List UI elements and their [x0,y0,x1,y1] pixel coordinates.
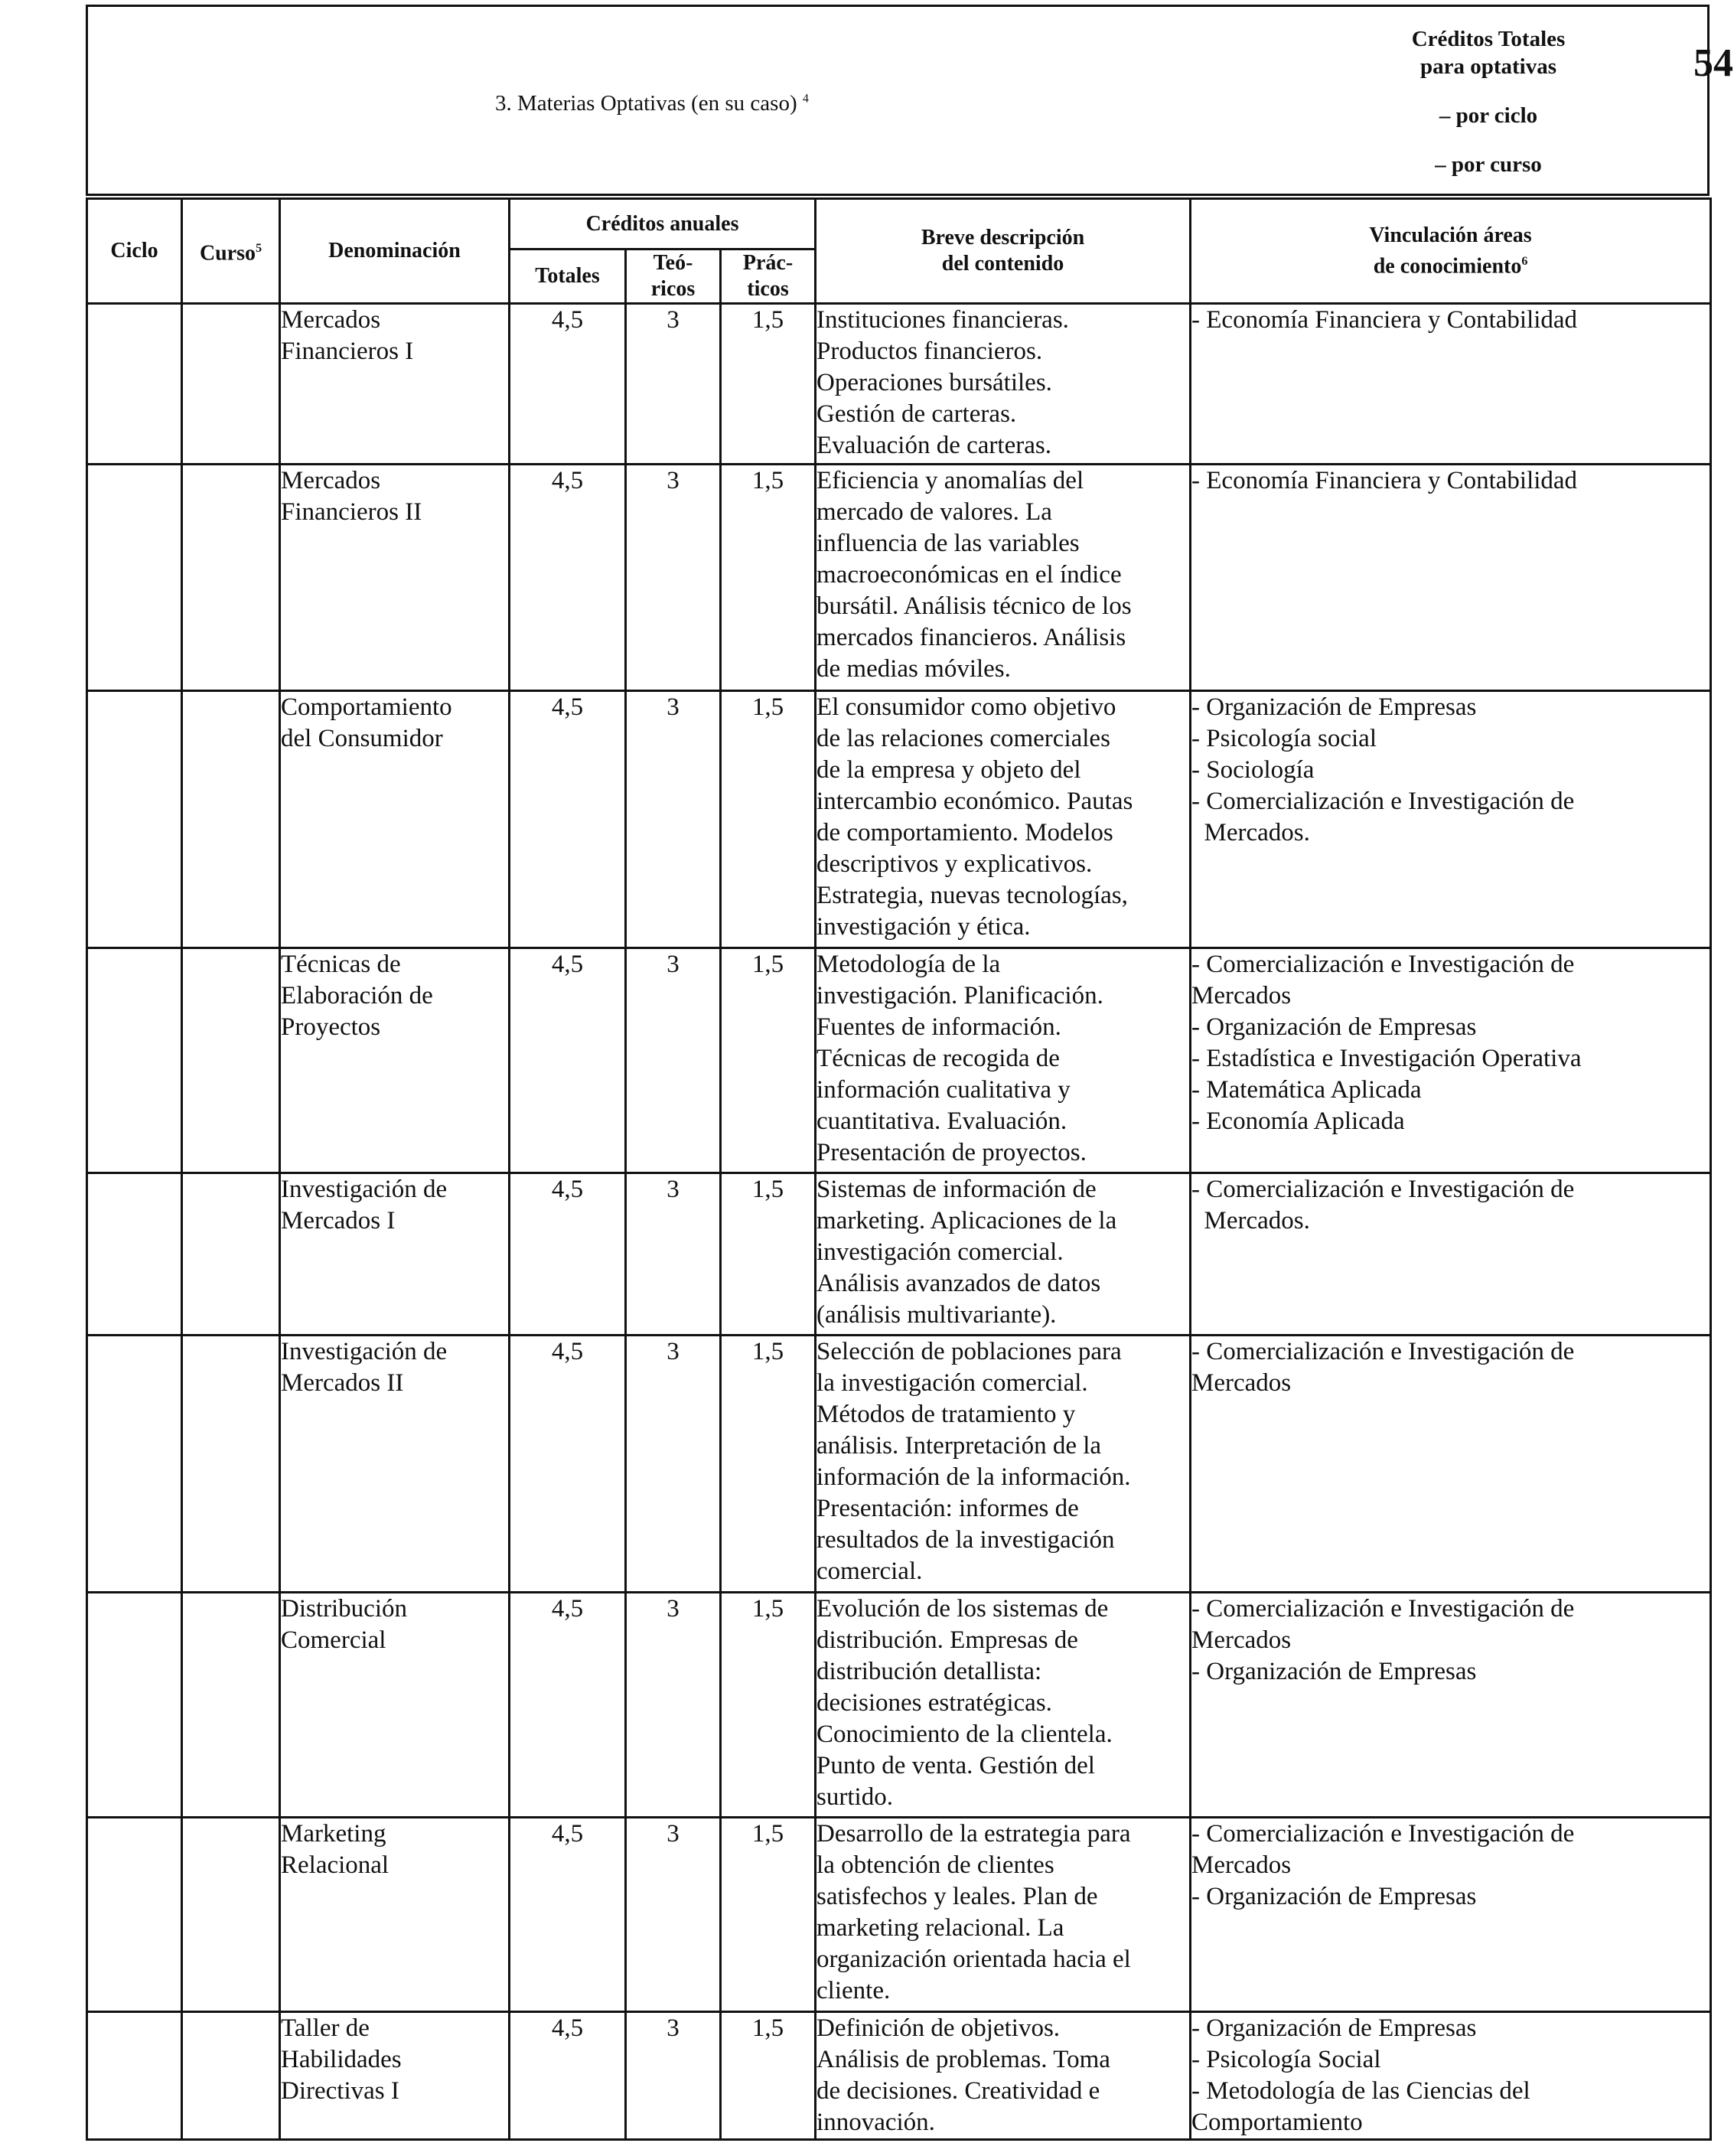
description-line: investigación. Planificación. [816,982,1103,1010]
knowledge-area-line: - Psicología Social [1191,2046,1381,2073]
description-line: Sistemas de información de [816,1176,1097,1203]
header-totales: Totales [510,250,626,304]
table-row [87,691,1711,948]
cell-totales: 4,5 [510,948,626,1173]
cell-denominacion [280,1818,510,2012]
table-row [87,465,1711,691]
description-line: la investigación comercial. [816,1369,1088,1397]
description-line: organización orientada hacia el [816,1946,1131,1973]
cell-teoricos: 3 [626,2012,721,2140]
credit-label-line1: Créditos Totales [1411,27,1566,51]
subject-name-line: Investigación de [281,1338,448,1365]
knowledge-area-line: - Organización de Empresas [1191,1013,1477,1041]
subject-name-line: Investigación de [281,1176,448,1203]
section-title: 3. Materias Optativas (en su caso) $^4$ [495,91,809,116]
description-line: de las relaciones comerciales [816,725,1110,752]
cell-descripcion [816,1818,1191,2012]
description-line: satisfechos y leales. Plan de [816,1883,1098,1910]
footnote-ref: 4 [802,92,809,106]
subjects-table [86,197,1712,2141]
knowledge-area-line: - Economía Aplicada [1191,1107,1405,1135]
knowledge-area-line: - Estadística e Investigación Operativa [1191,1045,1582,1072]
cell-totales: 4,5 [510,1173,626,1336]
description-line: análisis. Interpretación de la [816,1432,1102,1460]
knowledge-area-line: Comportamiento [1191,2109,1363,2136]
knowledge-area-line: Mercados [1191,1369,1292,1397]
knowledge-area-line: - Economía Financiera y Contabilidad [1191,467,1578,494]
description-line: Conocimiento de la clientela. [816,1721,1113,1748]
cell-vinculacion [1191,304,1711,465]
knowledge-area-line: - Organización de Empresas [1191,1883,1477,1910]
cell-denominacion [280,465,510,691]
description-line: de decisiones. Creatividad e [816,2077,1100,2105]
table-row [87,1818,1711,2012]
cell-teoricos: 3 [626,1336,721,1593]
knowledge-area-line: - Comercialización e Investigación de [1191,788,1575,815]
header-practicos: Prác- ticos [721,250,816,304]
cell-denominacion [280,1593,510,1818]
cell-descripcion [816,1173,1191,1336]
cell-descripcion [816,1593,1191,1818]
cell-teoricos: 3 [626,1173,721,1336]
cell-vinculacion [1191,948,1711,1173]
cell-ciclo [87,948,182,1173]
description-line: innovación. [816,2109,935,2136]
table-row [87,2012,1711,2140]
description-line: cuantitativa. Evaluación. [816,1107,1067,1135]
cell-practicos: 1,5 [721,1336,816,1593]
description-line: Fuentes de información. [816,1013,1061,1041]
cell-denominacion [280,1173,510,1336]
knowledge-area-line: - Organización de Empresas [1191,693,1477,721]
header-teoricos: Teó- ricos [626,250,721,304]
subject-name-line: Mercados [281,306,381,334]
knowledge-area-line: - Sociología [1191,756,1315,784]
description-line: Gestión de carteras. [816,400,1017,428]
description-line: Instituciones financieras. [816,306,1069,334]
description-line: macroeconómicas en el índice [816,561,1122,589]
cell-curso [182,1173,280,1336]
description-line: comercial. [816,1557,923,1585]
cell-ciclo [87,465,182,691]
description-line: Desarrollo de la estrategia para [816,1820,1131,1848]
cell-totales: 4,5 [510,1593,626,1818]
cell-vinculacion [1191,1173,1711,1336]
knowledge-area-line: - Comercialización e Investigación de [1191,1176,1575,1203]
cell-vinculacion [1191,1336,1711,1593]
table-row [87,1593,1711,1818]
cell-ciclo [87,1818,182,2012]
subject-name-line: Financieros II [281,498,422,526]
cell-practicos: 1,5 [721,1593,816,1818]
header-vinculacion: Vinculación áreas de conocimiento$^6$ [1191,199,1711,304]
header-denominacion: Denominación [280,199,510,304]
description-line: mercado de valores. La [816,498,1052,526]
cell-ciclo [87,1593,182,1818]
description-line: de medias móviles. [816,655,1011,683]
cell-ciclo [87,1173,182,1336]
header-box [86,5,1733,196]
subject-name-line: Marketing [281,1820,386,1848]
subject-name-line: Directivas I [281,2077,399,2105]
cell-totales: 4,5 [510,691,626,948]
header-creditos-anuales: Créditos anuales [510,199,816,250]
cell-curso [182,465,280,691]
knowledge-area-line: - Organización de Empresas [1191,2014,1477,2042]
credit-total-value: 54 [1693,41,1733,85]
knowledge-area-line: Mercados. [1191,1207,1310,1235]
cell-vinculacion [1191,465,1711,691]
cell-practicos: 1,5 [721,2012,816,2140]
cell-vinculacion [1191,1818,1711,2012]
cell-vinculacion [1191,1593,1711,1818]
knowledge-area-line: Mercados. [1191,819,1310,846]
cell-descripcion [816,304,1191,465]
credit-label-block [1374,25,1603,178]
cell-totales: 4,5 [510,465,626,691]
cell-totales: 4,5 [510,1336,626,1593]
cell-denominacion [280,691,510,948]
description-line: mercados financieros. Análisis [816,624,1126,651]
subject-name-line: Relacional [281,1851,389,1879]
cell-denominacion [280,1336,510,1593]
cell-descripcion [816,1336,1191,1593]
knowledge-area-line: - Comercialización e Investigación de [1191,1338,1575,1365]
cell-descripcion [816,948,1191,1173]
subject-name-line: Habilidades [281,2046,402,2073]
header-descripcion: Breve descripción del contenido [816,199,1191,304]
description-line: Selección de poblaciones para [816,1338,1122,1365]
description-line: Métodos de tratamiento y [816,1401,1076,1428]
description-line: marketing relacional. La [816,1914,1064,1942]
cell-totales: 4,5 [510,1818,626,2012]
cell-teoricos: 3 [626,465,721,691]
knowledge-area-line: - Comercialización e Investigación de [1191,1820,1575,1848]
cell-totales: 4,5 [510,304,626,465]
subject-name-line: Financieros I [281,338,414,365]
description-line: El consumidor como objetivo [816,693,1116,721]
subject-name-line: Taller de [281,2014,370,2042]
table-row [87,1173,1711,1336]
description-line: Metodología de la [816,951,1001,978]
cell-teoricos: 3 [626,304,721,465]
description-line: Estrategia, nuevas tecnologías, [816,882,1128,909]
description-line: distribución. Empresas de [816,1626,1078,1654]
subject-name-line: Comercial [281,1626,386,1654]
cell-descripcion [816,465,1191,691]
subject-name-line: Técnicas de [281,951,401,978]
subject-name-line: Mercados II [281,1369,404,1397]
description-line: Análisis de problemas. Toma [816,2046,1110,2073]
cell-totales: 4,5 [510,2012,626,2140]
cell-descripcion [816,691,1191,948]
cell-denominacion [280,304,510,465]
per-cycle-label: – por ciclo [1439,103,1538,128]
subject-name-line: del Consumidor [281,725,443,752]
subject-name-line: Mercados [281,467,381,494]
cell-descripcion [816,2012,1191,2140]
knowledge-area-line: - Economía Financiera y Contabilidad [1191,306,1578,334]
knowledge-area-line: - Comercialización e Investigación de [1191,951,1575,978]
description-line: decisiones estratégicas. [816,1689,1052,1717]
description-line: investigación comercial. [816,1238,1064,1266]
description-line: Punto de venta. Gestión del [816,1752,1095,1779]
cell-practicos: 1,5 [721,304,816,465]
cell-practicos: 1,5 [721,948,816,1173]
knowledge-area-line: Mercados [1191,1626,1292,1654]
cell-practicos: 1,5 [721,465,816,691]
subject-name-line: Comportamiento [281,693,452,721]
cell-teoricos: 3 [626,948,721,1173]
description-line: marketing. Aplicaciones de la [816,1207,1117,1235]
cell-practicos: 1,5 [721,1818,816,2012]
knowledge-area-line: Mercados [1191,982,1292,1010]
description-line: Presentación: informes de [816,1495,1079,1522]
cell-curso [182,691,280,948]
credit-label-line2: para optativas [1419,54,1557,79]
knowledge-area-line: - Psicología social [1191,725,1377,752]
description-line: Productos financieros. [816,338,1043,365]
subject-name-line: Elaboración de [281,982,433,1010]
description-line: bursátil. Análisis técnico de los [816,592,1132,620]
description-line: influencia de las variables [816,530,1080,557]
subject-name-line: Proyectos [281,1013,381,1041]
description-line: información cualitativa y [816,1076,1071,1104]
cell-teoricos: 3 [626,1593,721,1818]
description-line: cliente. [816,1977,891,2004]
description-line: Análisis avanzados de datos [816,1270,1101,1297]
cell-vinculacion [1191,2012,1711,2140]
cell-practicos: 1,5 [721,691,816,948]
description-line: la obtención de clientes [816,1851,1054,1879]
table-row [87,1336,1711,1593]
header-ciclo: Ciclo [87,199,182,304]
description-line: de comportamiento. Modelos [816,819,1113,846]
description-line: Técnicas de recogida de [816,1045,1060,1072]
subject-name-line: Mercados I [281,1207,396,1235]
cell-curso [182,1593,280,1818]
description-line: (análisis multivariante). [816,1301,1057,1329]
cell-curso [182,1336,280,1593]
cell-curso [182,304,280,465]
description-line: descriptivos y explicativos. [816,850,1093,878]
description-line: distribución detallista: [816,1658,1042,1685]
cell-denominacion [280,948,510,1173]
cell-denominacion [280,2012,510,2140]
cell-ciclo [87,304,182,465]
description-line: información de la información. [816,1463,1131,1491]
cell-curso [182,2012,280,2140]
per-course-label: – por curso [1435,152,1542,177]
description-line: Operaciones bursátiles. [816,369,1052,396]
description-line: resultados de la investigación [816,1526,1115,1554]
knowledge-area-line: Mercados [1191,1851,1292,1879]
description-line: Presentación de proyectos. [816,1139,1087,1166]
cell-ciclo [87,691,182,948]
description-line: Eficiencia y anomalías del [816,467,1084,494]
description-line: de la empresa y objeto del [816,756,1081,784]
cell-teoricos: 3 [626,1818,721,2012]
knowledge-area-line: - Matemática Aplicada [1191,1076,1422,1104]
cell-ciclo [87,1336,182,1593]
cell-curso [182,948,280,1173]
description-line: surtido. [816,1783,893,1811]
cell-practicos: 1,5 [721,1173,816,1336]
description-line: Evolución de los sistemas de [816,1595,1109,1623]
cell-curso [182,1818,280,2012]
description-line: Evaluación de carteras. [816,432,1051,459]
knowledge-area-line: - Metodología de las Ciencias del [1191,2077,1530,2105]
description-line: investigación y ética. [816,913,1031,941]
table-row [87,304,1711,465]
cell-vinculacion [1191,691,1711,948]
description-line: intercambio económico. Pautas [816,788,1133,815]
subject-name-line: Distribución [281,1595,407,1623]
header-curso: Curso$^5$ [182,199,280,304]
cell-teoricos: 3 [626,691,721,948]
knowledge-area-line: - Comercialización e Investigación de [1191,1595,1575,1623]
knowledge-area-line: - Organización de Empresas [1191,1658,1477,1685]
description-line: Definición de objetivos. [816,2014,1061,2042]
table-row [87,948,1711,1173]
cell-ciclo [87,2012,182,2140]
